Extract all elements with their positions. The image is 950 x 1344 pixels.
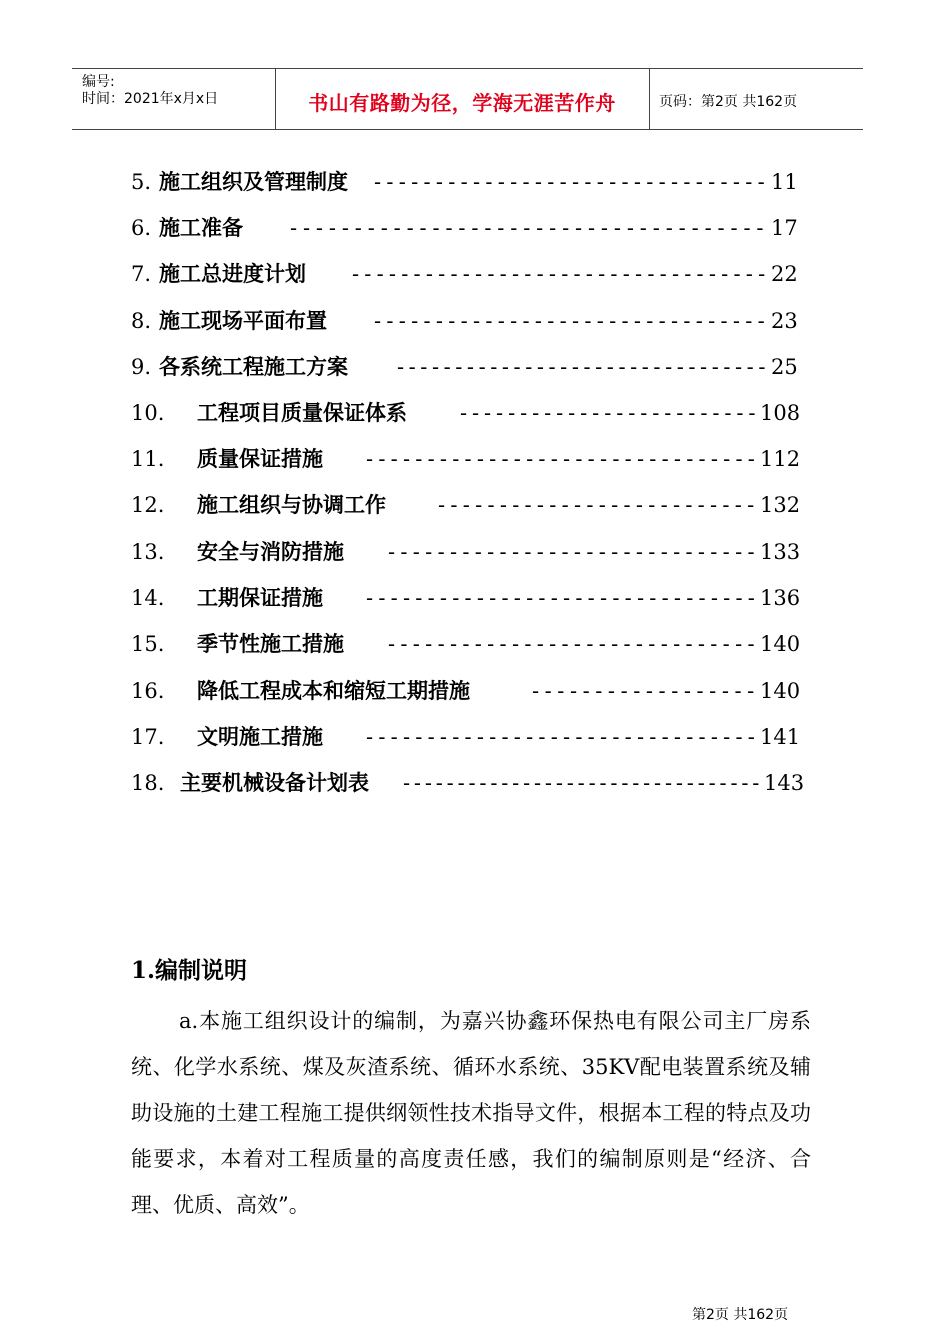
toc-entry	[131, 536, 831, 568]
toc-entry-leader: ---------------------------------	[403, 771, 763, 795]
page-header	[72, 68, 863, 130]
toc-entry	[131, 258, 831, 290]
section-title: 1.编制说明	[131, 957, 248, 984]
toc-entry	[131, 628, 831, 660]
toc-entry-number: 15.	[131, 632, 165, 656]
toc-entry-title: 安全与消防措施	[197, 539, 344, 564]
toc-entry	[131, 767, 831, 799]
toc-entry-leader: --------------------------------	[366, 586, 760, 610]
toc-entry-leader: --------------------------------	[397, 355, 770, 379]
toc-entry-title: 主要机械设备计划表	[180, 770, 369, 795]
toc-entry-page: 141	[760, 725, 801, 749]
toc-entry-number: 14.	[131, 586, 165, 610]
toc-entry-page: 136	[760, 586, 801, 610]
header-motto: 书山有路勤为径，学海无涯苦作舟	[308, 91, 616, 115]
toc-entry-title: 施工准备	[159, 215, 243, 240]
toc-entry-page: 140	[760, 679, 801, 703]
section-paragraph: a.本施工组织设计的编制，为嘉兴协鑫环保热电有限公司主厂房系统、化学水系统、煤及灰渣系统、循环水系统、35KV配电装置系统及辅助设施的土建工程施工提供纲领性技术指导文件，根据本工程的特点及功能要求，本着对工程质量的高度责任感，我们的编制原则是“经济、合理、优质、高效”。	[131, 1009, 811, 1217]
toc-entry	[131, 443, 831, 475]
toc-entry-number: 16.	[131, 679, 165, 703]
header-page-number: 页码：第2页 共162页	[659, 94, 798, 110]
toc-entry-page: 132	[760, 493, 801, 517]
header-motto-cell	[275, 69, 650, 129]
toc-entry-leader: ------------------------------	[388, 632, 760, 656]
document-time: 时间：2021年x月x日	[82, 91, 219, 107]
toc-entry-title: 季节性施工措施	[197, 631, 344, 656]
toc-entry-page: 143	[764, 771, 805, 795]
toc-entry-title: 质量保证措施	[197, 446, 323, 471]
toc-entry-page: 11	[771, 170, 798, 194]
toc-entry-page: 25	[771, 355, 798, 379]
header-info-cell	[72, 69, 276, 129]
toc-entry-number: 8.	[131, 309, 152, 333]
toc-entry-leader: ----------------------------------	[352, 262, 770, 286]
toc-entry-leader: --------------------------------	[374, 170, 770, 194]
toc-entry-page: 22	[771, 262, 798, 286]
toc-entry-number: 6.	[131, 216, 152, 240]
toc-entry-title: 施工总进度计划	[159, 261, 306, 286]
toc-entry	[131, 351, 831, 383]
toc-entry-number: 5.	[131, 170, 152, 194]
toc-entry-page: 17	[771, 216, 798, 240]
toc-entry-number: 18.	[131, 771, 165, 795]
toc-entry-title: 工期保证措施	[197, 585, 323, 610]
toc-entry-title: 降低工程成本和缩短工期措施	[197, 678, 470, 703]
toc-entry-leader: -------------------------	[460, 401, 760, 425]
toc-entry-number: 9.	[131, 355, 152, 379]
toc-entry-title: 施工组织与协调工作	[197, 492, 386, 517]
header-page-cell	[650, 69, 863, 129]
toc-entry	[131, 305, 831, 337]
toc-entry-number: 11.	[131, 447, 165, 471]
toc-entry-page: 112	[760, 447, 801, 471]
toc-entry	[131, 582, 831, 614]
toc-entry-leader: ------------------------------	[388, 540, 760, 564]
toc-entry	[131, 489, 831, 521]
toc-entry-number: 12.	[131, 493, 165, 517]
document-number-label: 编号:	[82, 74, 115, 90]
toc-entry-leader: --------------------------------	[366, 725, 760, 749]
toc-entry-number: 17.	[131, 725, 165, 749]
toc-entry-page: 140	[760, 632, 801, 656]
toc-entry-number: 7.	[131, 262, 152, 286]
toc-entry-leader: --------------------------	[438, 493, 760, 517]
toc-entry-leader: ------------------	[532, 679, 760, 703]
toc-entry-title: 文明施工措施	[197, 724, 323, 749]
toc-entry-title: 各系统工程施工方案	[159, 354, 348, 379]
toc-entry-page: 23	[771, 309, 798, 333]
toc-entry-title: 工程项目质量保证体系	[197, 400, 407, 425]
toc-entry-page: 108	[760, 401, 801, 425]
toc-entry-leader: -------------------------------------	[290, 216, 770, 240]
toc-entry	[131, 397, 831, 429]
page-footer: 第2页 共162页	[692, 1307, 789, 1323]
toc-entry-page: 133	[760, 540, 801, 564]
toc-entry	[131, 675, 831, 707]
toc-entry	[131, 721, 831, 753]
toc-entry-leader: --------------------------------	[374, 309, 770, 333]
toc-entry-title: 施工组织及管理制度	[159, 169, 348, 194]
toc-entry-title: 施工现场平面布置	[159, 308, 327, 333]
toc-entry	[131, 212, 831, 244]
toc-entry	[131, 166, 831, 198]
toc-entry-number: 10.	[131, 401, 165, 425]
toc-entry-leader: --------------------------------	[366, 447, 760, 471]
toc-entry-number: 13.	[131, 540, 165, 564]
